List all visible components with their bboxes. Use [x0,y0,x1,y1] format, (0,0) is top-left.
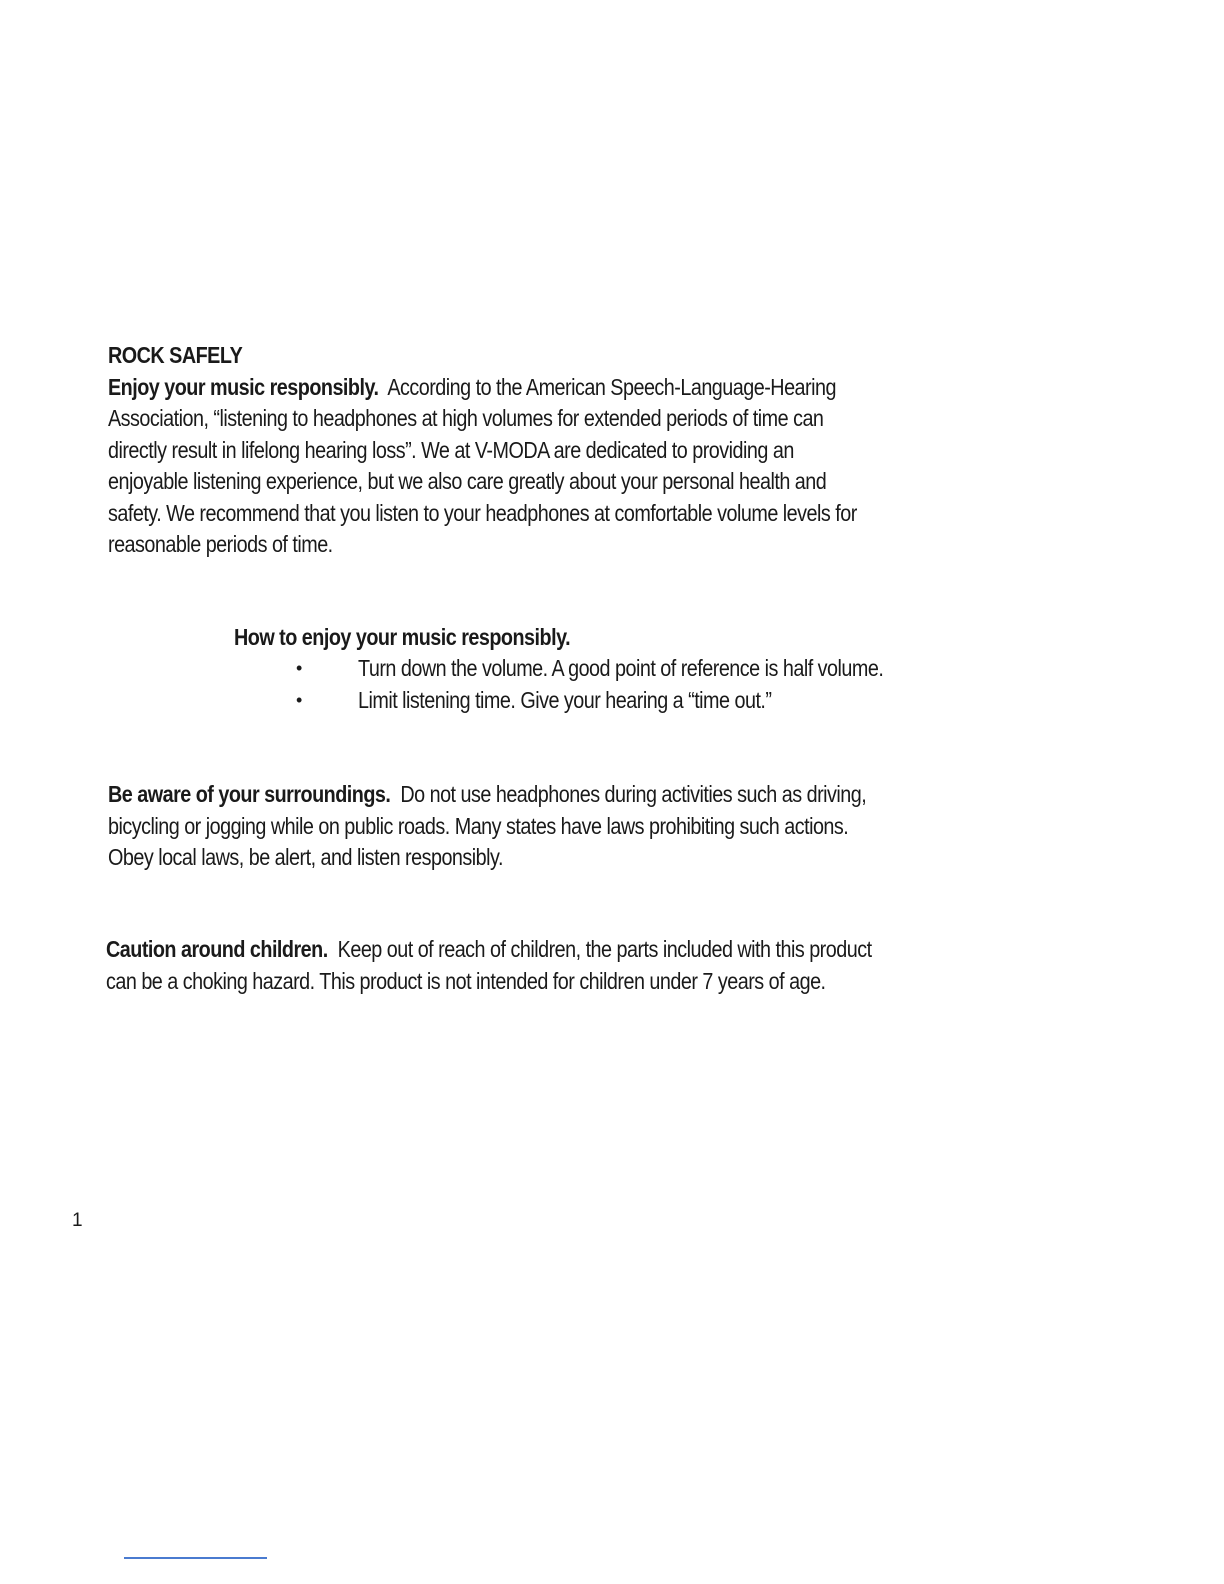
paragraph-surroundings [108,779,866,874]
paragraph-line: enjoyable listening experience, but we also care greatly about your personal health and [108,468,827,494]
paragraph-line: safety. We recommend that you listen to your headphones at comfortable volume levels for [108,499,857,526]
paragraph-line: Keep out of reach of children, the parts included with this product [337,936,872,962]
bullet-text: Turn down the volume. A good point of reference is half volume. [358,655,884,681]
bullet-icon: • [296,658,303,678]
bullet-icon: • [296,689,303,710]
paragraph-line: bicycling or jogging while on public roads. Many states have laws prohibiting such actions. [108,812,849,839]
paragraph-lead: Caution around children. [106,936,328,962]
subheading-how-to-enjoy: How to enjoy your music responsibly. [234,624,571,650]
paragraph-line: can be a choking hazard. This product is not intended for children under 7 years of age. [106,967,826,994]
footer-rule [124,1557,267,1559]
paragraph-lead: Be aware of your surroundings. [108,781,391,807]
paragraph-line: Do not use headphones during activities such as driving, [400,781,867,807]
bullet-list [0,653,1224,716]
paragraph-enjoy-responsibly [108,372,857,561]
bullet-text: Limit listening time. Give your hearing a “time out.” [358,686,772,713]
paragraph-lead: Enjoy your music responsibly. [108,373,379,400]
section-heading-rock-safely: ROCK SAFELY [108,342,243,368]
paragraph-line: According to the American Speech-Language-Hearing [387,373,836,400]
bullet-item [0,685,1224,717]
paragraph-children [106,934,872,997]
paragraph-line: Association, “listening to headphones at high volumes for extended periods of time can [108,405,824,431]
paragraph-line: Obey local laws, be alert, and listen responsibly. [108,844,503,870]
paragraph-line: reasonable periods of time. [108,531,333,557]
paragraph-line: directly result in lifelong hearing loss”. We at V-MODA are dedicated to providing an [108,436,794,463]
page-number: 1 [72,1210,83,1231]
bullet-item [0,653,1224,685]
